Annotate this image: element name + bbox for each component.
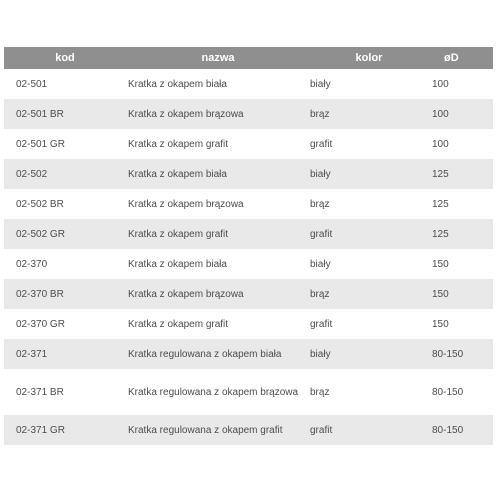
cell-kod: 02-371 GR — [16, 424, 65, 436]
cell-nazwa: Kratka z okapem brązowa — [128, 108, 244, 120]
cell-kolor: biały — [310, 348, 331, 360]
cell-kolor: grafit — [310, 318, 333, 330]
header-kod: kod — [55, 52, 75, 64]
cell-kod: 02-370 GR — [16, 318, 65, 330]
cell-diameter: 100 — [432, 78, 449, 90]
cell-kod: 02-501 GR — [16, 138, 65, 150]
cell-diameter: 125 — [432, 198, 449, 210]
table-row — [4, 369, 493, 415]
cell-kod: 02-371 — [16, 348, 48, 360]
cell-kolor: grafit — [310, 424, 333, 436]
cell-kod: 02-502 BR — [16, 198, 64, 210]
cell-nazwa: Kratka z okapem grafit — [128, 138, 229, 150]
cell-nazwa: Kratka z okapem biała — [128, 78, 227, 90]
header-kolor: kolor — [355, 52, 383, 64]
cell-nazwa: Kratka z okapem grafit — [128, 318, 229, 330]
table-row — [4, 129, 493, 159]
header-nazwa: nazwa — [201, 51, 235, 64]
table-row — [4, 189, 493, 219]
cell-nazwa: Kratka z okapem brązowa — [128, 288, 244, 300]
cell-nazwa: Kratka z okapem biała — [128, 258, 227, 270]
cell-kolor: brąz — [310, 288, 330, 300]
cell-nazwa: Kratka regulowana z okapem grafit — [128, 424, 283, 436]
cell-nazwa: Kratka regulowana z okapem biała — [128, 348, 282, 360]
cell-diameter: 80-150 — [432, 424, 464, 436]
cell-diameter: 100 — [432, 138, 449, 150]
table-body — [4, 69, 493, 445]
cell-kod: 02-501 — [16, 78, 48, 90]
cell-nazwa: Kratka regulowana z okapem brązowa — [128, 386, 299, 398]
header-diameter: øD — [444, 52, 459, 64]
cell-kod: 02-370 — [16, 258, 48, 270]
cell-diameter: 80-150 — [432, 386, 464, 398]
cell-kolor: brąz — [310, 198, 330, 210]
cell-diameter: 100 — [432, 108, 449, 120]
table-row — [4, 69, 493, 99]
cell-diameter: 150 — [432, 258, 449, 270]
cell-kolor: brąz — [310, 108, 330, 120]
cell-diameter: 150 — [432, 318, 449, 330]
table-row — [4, 279, 493, 309]
table-row — [4, 249, 493, 279]
cell-kolor: grafit — [310, 138, 333, 150]
cell-diameter: 150 — [432, 288, 449, 300]
cell-kolor: grafit — [310, 228, 333, 240]
table-header — [4, 47, 493, 69]
cell-nazwa: Kratka z okapem brązowa — [128, 198, 244, 210]
cell-kod: 02-502 — [16, 168, 48, 180]
table-row — [4, 159, 493, 189]
table-row — [4, 309, 493, 339]
cell-kod: 02-501 BR — [16, 108, 64, 120]
table-row — [4, 339, 493, 369]
cell-kod: 02-370 BR — [16, 288, 64, 300]
cell-kod: 02-502 GR — [16, 228, 65, 240]
cell-diameter: 80-150 — [432, 348, 464, 360]
cell-diameter: 125 — [432, 228, 449, 240]
cell-kolor: biały — [310, 78, 331, 90]
table-row — [4, 219, 493, 249]
cell-nazwa: Kratka z okapem biała — [128, 168, 227, 180]
cell-nazwa: Kratka z okapem grafit — [128, 228, 229, 240]
cell-kod: 02-371 BR — [16, 386, 64, 398]
cell-kolor: biały — [310, 168, 331, 180]
cell-kolor: biały — [310, 258, 331, 270]
table-row — [4, 99, 493, 129]
product-table — [4, 47, 493, 445]
cell-kolor: brąz — [310, 386, 330, 398]
table-row — [4, 415, 493, 445]
cell-diameter: 125 — [432, 168, 449, 180]
